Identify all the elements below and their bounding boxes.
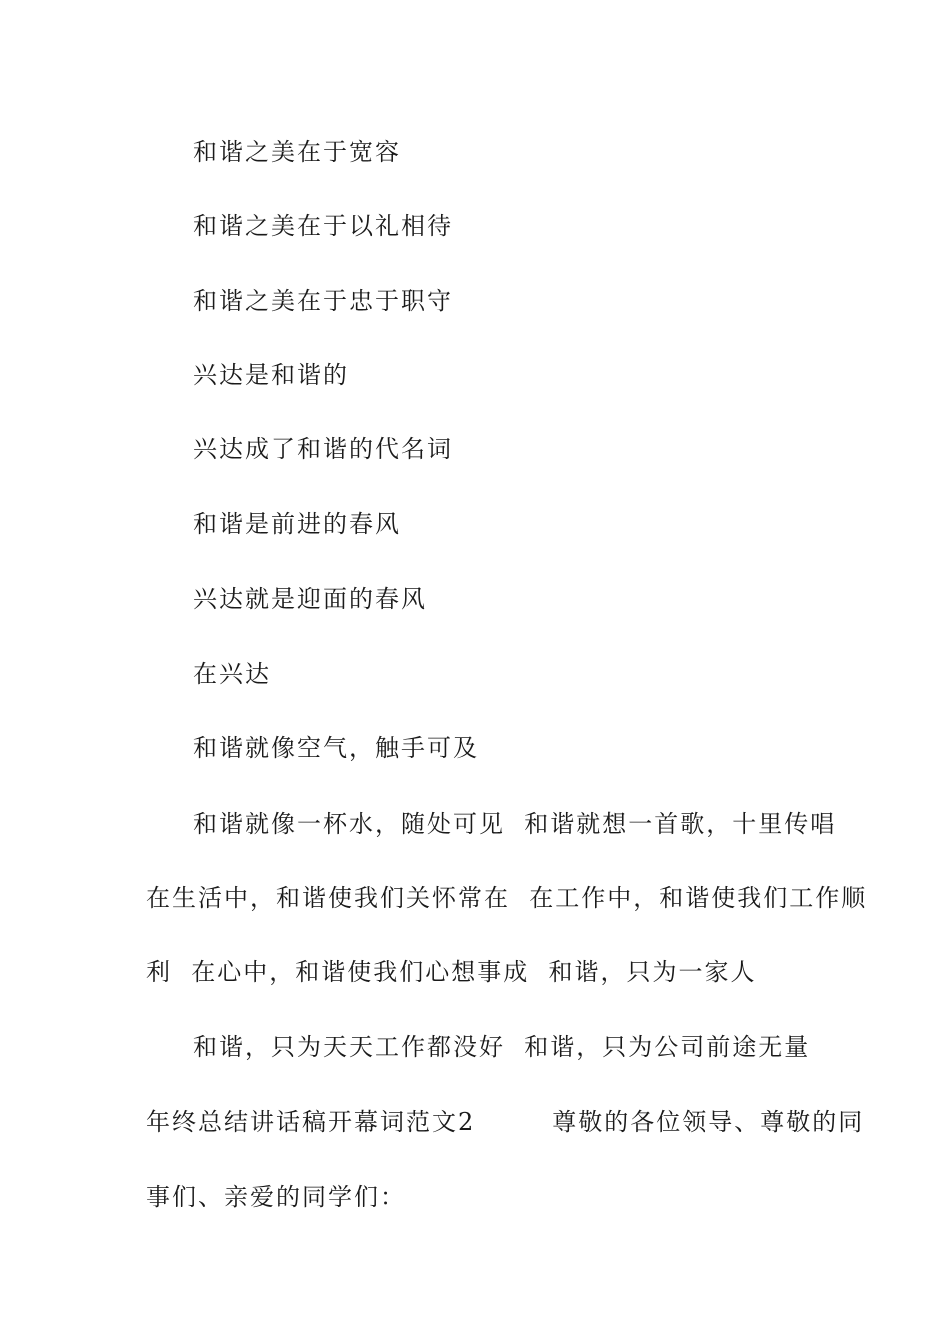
- paragraph-line: 和谐就像一杯水，随处可见 和谐就想一首歌，十里传唱: [193, 810, 837, 838]
- text-line: 和谐就像空气，触手可及: [193, 734, 479, 762]
- paragraph-line: 利 在心中，和谐使我们心想事成 和谐，只为一家人: [146, 958, 757, 986]
- text-line: 和谐之美在于以礼相待: [193, 212, 453, 240]
- text-line: 和谐之美在于忠于职守: [193, 287, 453, 315]
- text-line: 兴达成了和谐的代名词: [193, 435, 453, 463]
- paragraph-line: 事们、亲爱的同学们：: [146, 1183, 406, 1211]
- text-line: 和谐之美在于宽容: [193, 138, 401, 166]
- paragraph-line: 在生活中，和谐使我们关怀常在 在工作中，和谐使我们工作顺: [146, 884, 868, 912]
- text-line: 在兴达: [193, 660, 271, 688]
- text-line: 兴达是和谐的: [193, 361, 349, 389]
- text-line: 和谐是前进的春风: [193, 510, 401, 538]
- paragraph-line: 和谐，只为天天工作都没好 和谐，只为公司前途无量: [193, 1033, 811, 1061]
- text-line: 兴达就是迎面的春风: [193, 585, 427, 613]
- section-heading-line: 年终总结讲话稿开幕词范文2 尊敬的各位领导、尊敬的同: [146, 1108, 865, 1136]
